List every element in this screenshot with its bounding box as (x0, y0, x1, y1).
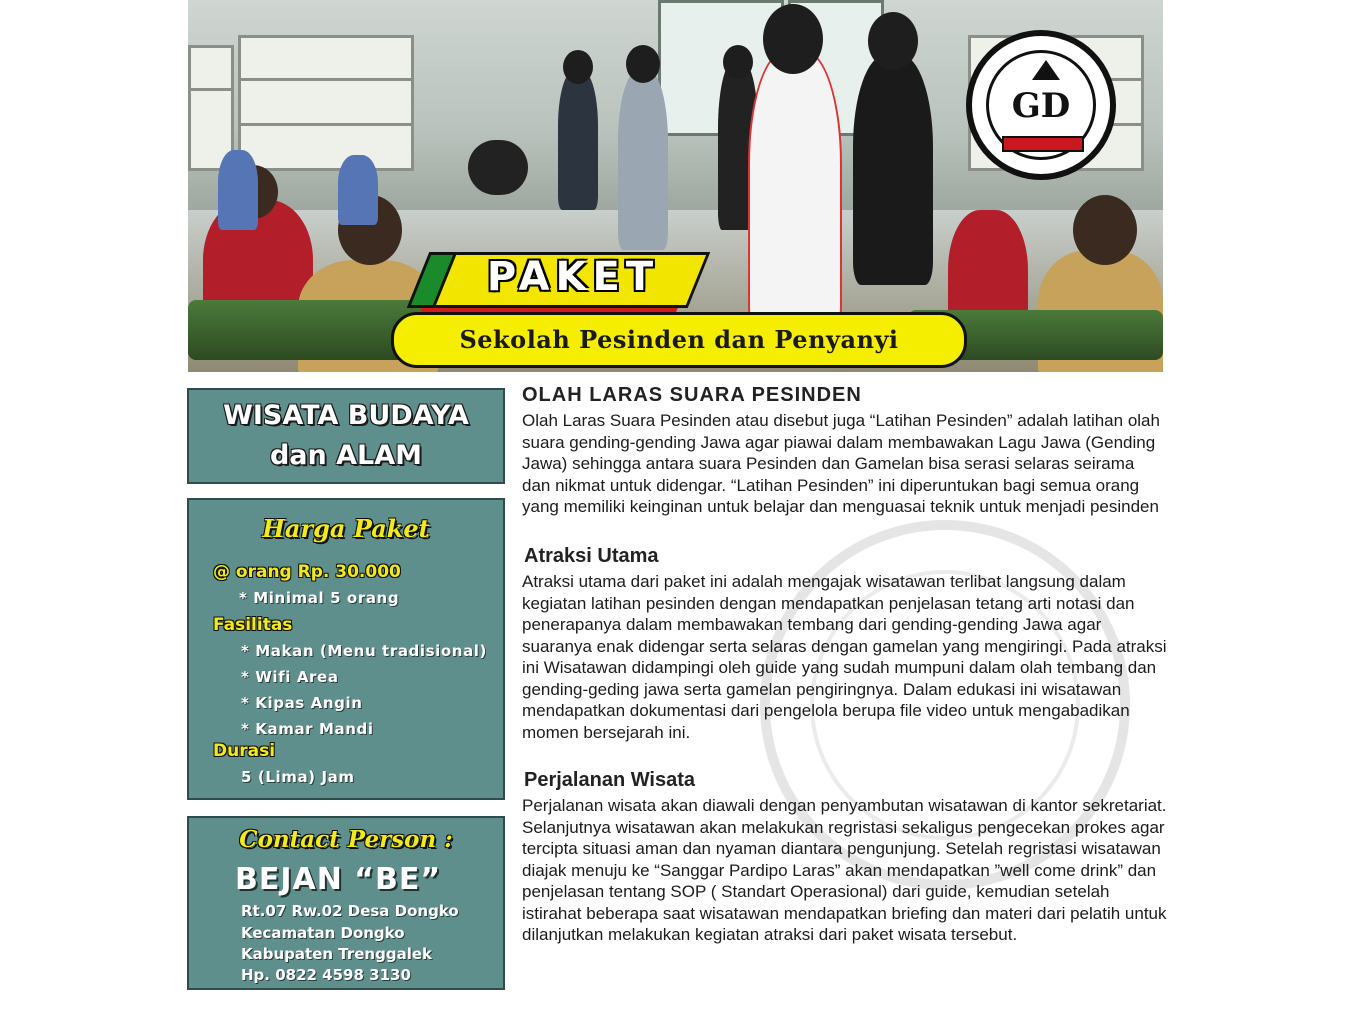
contact-box (187, 816, 505, 990)
fasilitas-item: * Wifi Area (241, 668, 339, 686)
drum (468, 140, 528, 195)
minimum-text: * Minimal 5 orang (239, 589, 400, 607)
perjalanan-heading: Perjalanan Wisata (524, 769, 696, 791)
musician (218, 150, 258, 230)
perjalanan-paragraph: Perjalanan wisata akan diawali dengan penyambutan wisatawan di kantor sekretariat. Selanjutnya wisatawan akan melakukan regristasi sekaligus pengecekan prokes agar tercipta situasi aman dan nyaman diantara pengunjung. Setelah regristasi wisatawan diajak menuju ke “Sanggar Pardipo Laras” akan mendapatkan ”well come drink” dan penjelasan tentang SOP ( Standart Operasional) dari guide, kemudian setelah istirahat beberapa saat wisatawan mendapatkan briefing dan materi dari pelatih untuk dilanjutkan melakukan kegiatan atraksi dari paket wisata tersebut. (522, 796, 1167, 944)
shelf (238, 35, 414, 171)
dancer (618, 70, 668, 250)
price-text: @ orang Rp. 30.000 (213, 562, 401, 582)
price-box (187, 498, 505, 800)
fasilitas-item: * Kipas Angin (241, 694, 363, 712)
article-intro: Olah Laras Suara Pesinden atau disebut juga “Latihan Pesinden” adalah latihan olah suara gending-gending Jawa agar piawai dalam membawakan Lagu Jawa (Gending Jawa) sehingga antara suara Pesinden dan Gamelan bisa serasi selaras seirama dan nikmat untuk didengar. “Latihan Pesinden” ini diperuntukan bagi semua orang yang memiliki keinginan untuk belajar dan menguasai teknik untuk menjadi pesinden (522, 411, 1160, 516)
fasilitas-label: Fasilitas (213, 615, 293, 635)
harga-paket-title: Harga Paket (262, 514, 430, 543)
dancer-head (563, 50, 593, 84)
musician-head (1073, 195, 1137, 265)
header-banner-photo (188, 0, 1163, 372)
category-line-1: WISATA BUDAYA (223, 400, 469, 431)
contact-name: BEJAN “BE” (235, 862, 442, 897)
contact-person-title: Contact Person : (239, 826, 453, 853)
logo-triangle-icon (1032, 60, 1060, 80)
dancer-head (763, 4, 823, 74)
address-line: Kabupaten Trenggalek (241, 945, 432, 963)
article-heading: OLAH LARAS SUARA PESINDEN (522, 384, 862, 406)
category-line-2: dan ALAM (269, 440, 423, 471)
durasi-label: Durasi (213, 741, 276, 761)
musician (338, 155, 378, 225)
banner-subtitle: Sekolah Pesinden dan Penyanyi (391, 312, 967, 368)
pokdarwis-logo (966, 30, 1116, 180)
fasilitas-item: * Kamar Mandi (241, 720, 374, 738)
dancer-head (868, 12, 918, 70)
logo-ribbon (1002, 136, 1084, 152)
dancer-head (723, 45, 753, 79)
phone-number: Hp. 0822 4598 3130 (241, 966, 411, 984)
address-line: Rt.07 Rw.02 Desa Dongko (241, 902, 459, 920)
fasilitas-item: * Makan (Menu tradisional) (241, 642, 487, 660)
atraksi-paragraph: Atraksi utama dari paket ini adalah mengajak wisatawan terlibat langsung dalam kegiatan latihan pesinden dengan mendapatkan penjelasan tetang arti notasi dan penerapanya dalam membawakan tembang dari gending-gending Jawa agar suaranya enak didengar serta selaras dengan gamelan yang mengiringi. Pada atraksi ini Wisatawan didampingi oleh guide yang sudah mumpuni dalam olah tembang dan gending-geding jawa serta gamelan pengiringnya. Dalam edukasi ini wisatawan mendapatkan dokumentasi dari pengelola berupa file video untuk mengabadikan momen bersejarah ini. (522, 572, 1167, 742)
paket-badge-text: PAKET (486, 254, 660, 300)
logo-letters: GD (1011, 86, 1071, 126)
dancer (853, 55, 933, 285)
dancer (558, 70, 598, 210)
address-line: Kecamatan Dongko (241, 924, 405, 942)
dancer-head (626, 45, 660, 83)
atraksi-heading: Atraksi Utama (524, 545, 659, 567)
dancer (748, 50, 842, 334)
durasi-value: 5 (Lima) Jam (241, 768, 355, 786)
category-box (187, 388, 505, 484)
